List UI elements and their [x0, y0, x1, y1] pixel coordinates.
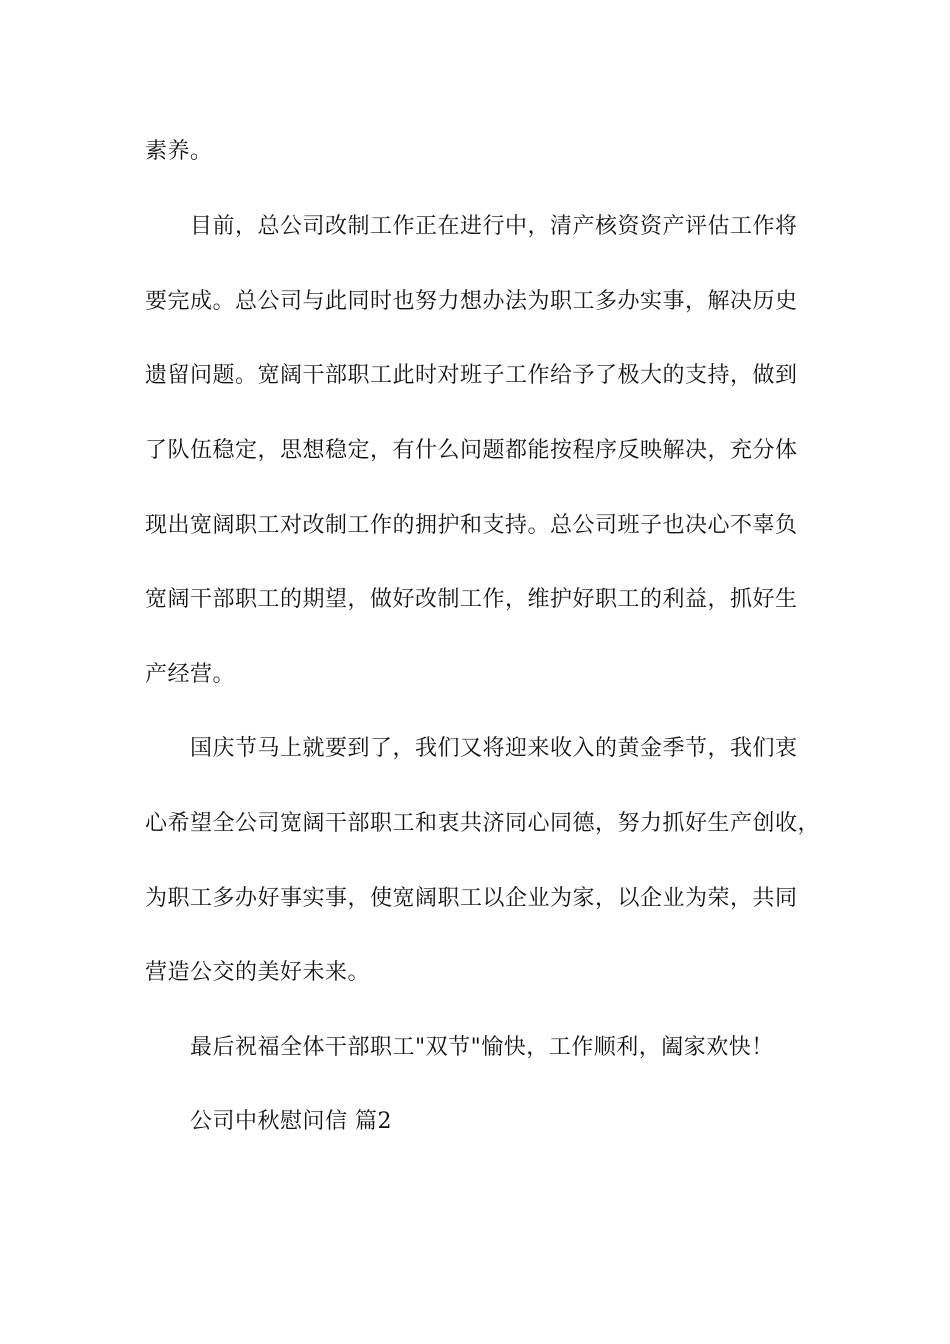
paragraph-line: 素养。 — [145, 139, 213, 164]
paragraph-line: 目前，总公司改制工作正在进行中，清产核资资产评估工作将 — [190, 214, 798, 239]
section-heading: 公司中秋慰问信 篇2 — [190, 1109, 392, 1134]
paragraph-line: 为职工多办好事实事，使宽阔职工以企业为家，以企业为荣，共同 — [145, 886, 798, 911]
paragraph-line: 了队伍稳定，思想稳定，有什么问题都能按程序反映解决，充分体 — [145, 438, 798, 463]
paragraph-line: 遗留问题。宽阔干部职工此时对班子工作给予了极大的支持，做到 — [145, 363, 798, 388]
paragraph-line: 要完成。总公司与此同时也努力想办法为职工多办实事，解决历史 — [145, 289, 798, 314]
paragraph-line: 心希望全公司宽阔干部职工和衷共济同心同德，努力抓好生产创收， — [145, 811, 821, 836]
paragraph-line: 现出宽阔职工对改制工作的拥护和支持。总公司班子也决心不辜负 — [145, 513, 798, 538]
paragraph-line: 宽阔干部职工的期望，做好改制工作，维护好职工的利益，抓好生 — [145, 587, 798, 612]
paragraph-line: 国庆节马上就要到了，我们又将迎来收入的黄金季节，我们衷 — [190, 736, 798, 761]
closing-line: 最后祝福全体干部职工"双节"愉快，工作顺利，阖家欢快！ — [190, 1035, 774, 1060]
paragraph-line: 营造公交的美好未来。 — [145, 960, 371, 985]
paragraph-line: 产经营。 — [145, 662, 236, 687]
